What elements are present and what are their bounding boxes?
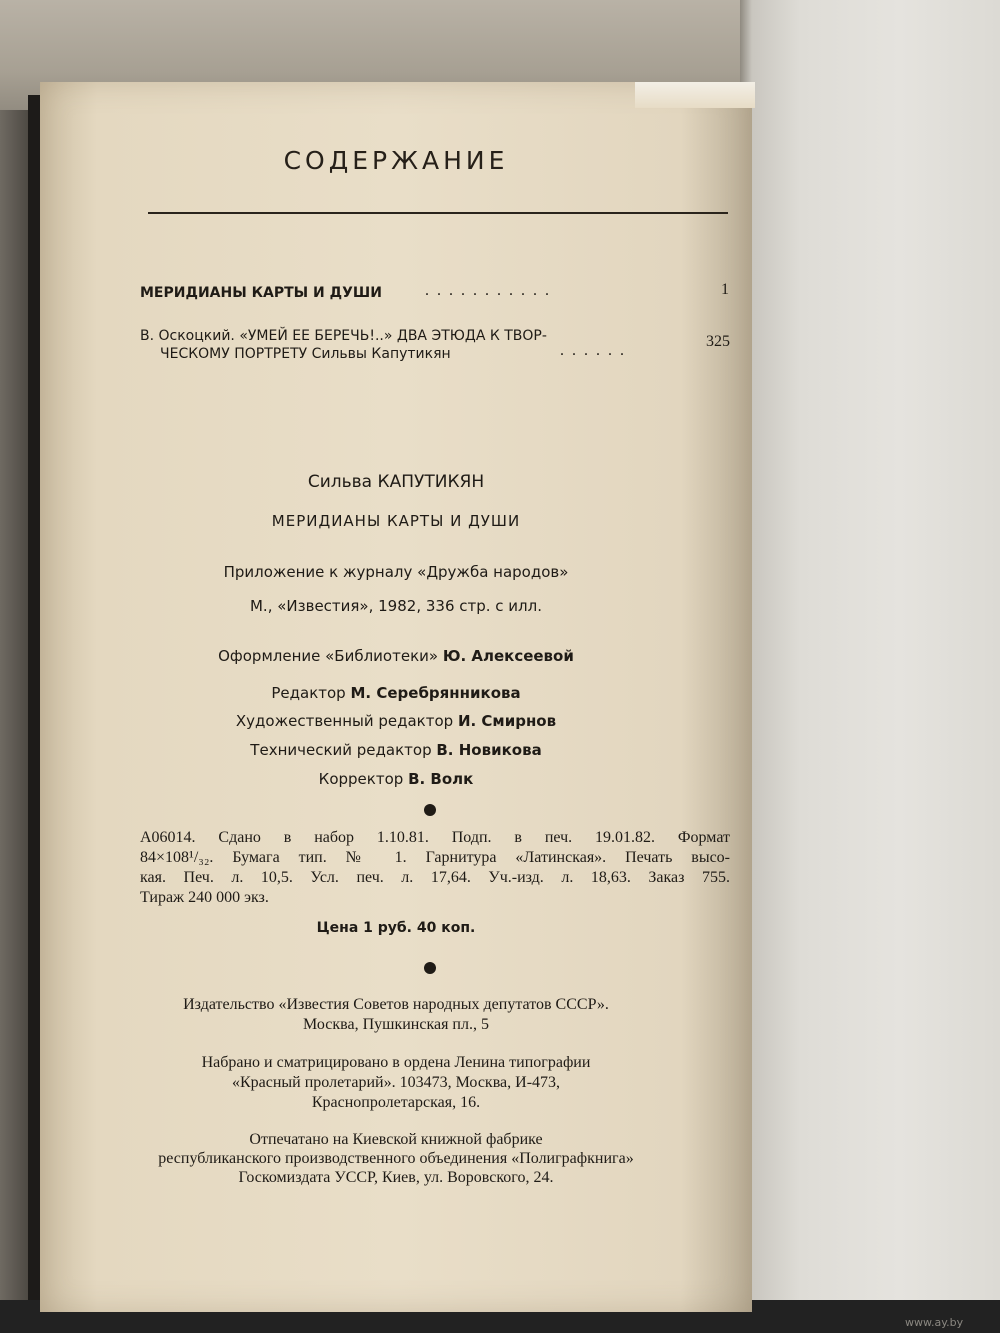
credit-tech-editor-name: В. Новикова: [436, 741, 542, 759]
credit-art-editor-role: Художественный редактор: [235, 712, 454, 730]
book-supplement: Приложение к журналу «Дружба народов»: [223, 563, 569, 581]
imprint-line-1: А06014. Сдано в набор 1.10.81. Подп. в печ. 19.01.82. Формат: [140, 829, 730, 846]
toc-entry-2-title-line2: ЧЕСКОМУ ПОРТРЕТУ Сильвы Капутикян: [160, 346, 451, 362]
credit-editor: [40, 684, 752, 702]
price: Цена 1 руб. 40 коп.: [316, 920, 476, 936]
book-page: [40, 82, 752, 1312]
credit-tech-editor: [40, 741, 752, 759]
credit-design-role: Оформление «Библиотеки»: [218, 647, 439, 665]
publisher-line-2: Москва, Пушкинская пл., 5: [303, 1016, 489, 1033]
credit-proofreader-name: В. Волк: [408, 770, 474, 788]
credit-design: [40, 647, 752, 665]
separator-dot-1: [424, 804, 436, 816]
credit-proofreader-role: Корректор: [318, 770, 404, 788]
heading-rule: [148, 212, 728, 214]
imprint-line-2: 84×108¹/₃₂. Бумага тип. № 1. Гарнитура «Латинская». Печать высо-: [140, 849, 730, 866]
credit-tech-editor-role: Технический редактор: [250, 741, 432, 759]
separator-dot-2: [424, 962, 436, 974]
credit-editor-name: М. Серебрянникова: [350, 684, 521, 702]
toc-entry-2-leader: . . . . . .: [560, 342, 626, 359]
watermark: www.ay.by: [905, 1316, 964, 1329]
typeset-line-2: «Красный пролетарий». 103473, Москва, И-473,: [231, 1074, 561, 1091]
printed-line-2: республиканского производственного объединения «Полиграфкнига»: [158, 1150, 634, 1167]
book-publication: М., «Известия», 1982, 336 стр. с илл.: [249, 597, 543, 615]
credit-design-name: Ю. Алексеевой: [442, 647, 574, 665]
toc-entry-2-title-line1: В. Оскоцкий. «УМЕЙ ЕЕ БЕРЕЧЬ!..» ДВА ЭТЮДА К ТВОР-: [140, 328, 547, 344]
book-author: Сильва КАПУТИКЯН: [307, 472, 485, 492]
credit-editor-role: Редактор: [271, 684, 346, 702]
typeset-line-3: Краснопролетарская, 16.: [311, 1094, 481, 1111]
contents-heading: СОДЕРЖАНИЕ: [283, 146, 509, 175]
toc-entry-1-leader: . . . . . . . . . . .: [425, 282, 551, 299]
printed-line-1: Отпечатано на Киевской книжной фабрике: [249, 1131, 543, 1148]
typeset-line-1: Набрано и сматрицировано в ордена Ленина типографии: [201, 1054, 591, 1071]
toc-entry-1-title: МЕРИДИАНЫ КАРТЫ И ДУШИ: [140, 285, 382, 301]
credit-proofreader: [40, 770, 752, 788]
imprint-block: [140, 828, 730, 908]
facing-page: [740, 0, 1000, 1333]
toc-entry-2-page: 325: [706, 333, 730, 350]
toc-entry-1-page: 1: [721, 281, 729, 298]
imprint-line-4: Тираж 240 000 экз.: [140, 889, 269, 906]
publisher-line-1: Издательство «Известия Советов народных депутатов СССР».: [183, 996, 609, 1013]
book-title: МЕРИДИАНЫ КАРТЫ И ДУШИ: [271, 512, 521, 530]
torn-corner: [635, 82, 755, 108]
credit-art-editor-name: И. Смирнов: [457, 712, 557, 730]
printed-line-3: Госкомиздата УССР, Киев, ул. Воровского, 24.: [238, 1169, 554, 1186]
imprint-line-3: кая. Печ. л. 10,5. Усл. печ. л. 17,64. Уч.-изд. л. 18,63. Заказ 755.: [140, 869, 730, 886]
credit-art-editor: [40, 712, 752, 730]
